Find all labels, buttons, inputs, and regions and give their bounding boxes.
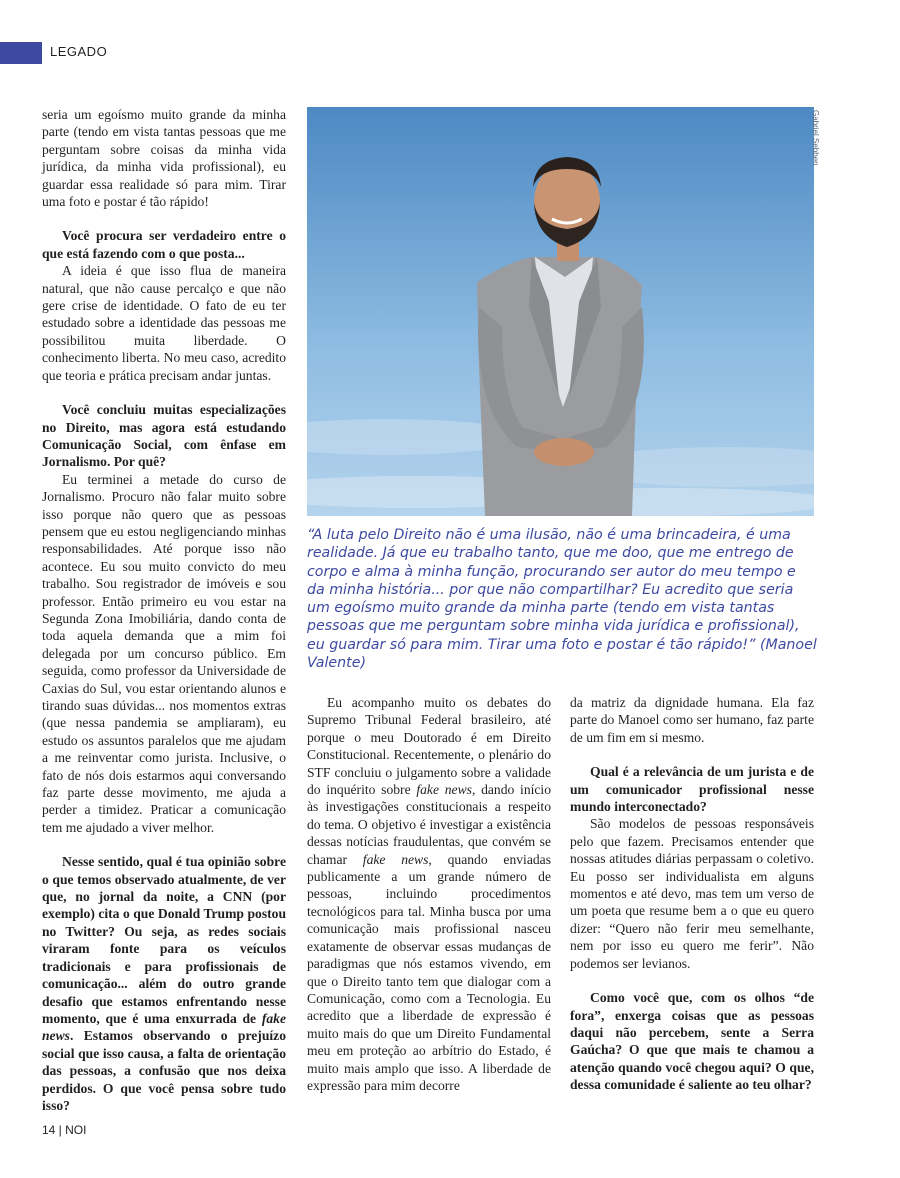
paragraph: Eu terminei a metade do curso de Jornalismo. Procuro não falar muito sobre isso porque não quero que as pessoas pensem que eu estou negligenciando minhas responsabilidades. Até porque isso não acontece. Eu sou muito convicto do meu trabalho. Sou registrador de imóveis e sou professor. Então primeiro eu vou estar na Segunda Zona Imobiliária, dando conta de toda aquela demanda que a mim foi delegada por um concurso público. Em seguida, como professor da Universidade de Caxias do Sul, vou estar orientando alunos e tirando suas dúvidas... nos momentos extras (que nessa pandemia se ampliaram), eu estudo os assuntos paralelos que me ajudam a me reinventar como jurista. Inclusive, o fato de nós dois estarmos aqui conversando faz parte desse movimento, me ajuda a perder a timidez. Praticar a comunicação tem me ajudado a viver melhor. <box>42 471 286 835</box>
interview-question: Qual é a relevância de um jurista e de um comunicador profissional nesse mundo interconectado? <box>570 764 814 815</box>
text-column-3 <box>570 694 814 1094</box>
paragraph: da matriz da dignidade humana. Ela faz parte do Manoel como ser humano, faz parte de um fim em si mesmo. <box>570 695 814 745</box>
interview-question: Nesse sentido, qual é tua opinião sobre o que temos observado atualmente, de ver que, no jornal da noite, a CNN (por exemplo) cita o que Donald Trump postou no Twitter? Ou seja, as redes sociais viraram fonte para os veículos tradicionais e para profissionais de comunicação... além do outro grande desafio que estamos enfrentando nesse momento, que é uma enxurrada de fake news. Estamos observando o prejuízo social que isso causa, a falta de orientação das pessoas, a confusão que nos deixa perdidos. O que você pensa sobre tudo isso? <box>42 854 286 1113</box>
interview-question: Você procura ser verdadeiro entre o que está fazendo com o que posta... <box>42 228 286 261</box>
portrait-photo <box>307 107 814 516</box>
photo-credit: Gabriel Sebben <box>811 110 820 166</box>
portrait-illustration <box>307 107 814 516</box>
text-column-2 <box>307 694 551 1094</box>
pull-quote: “A luta pelo Direito não é uma ilusão, não é uma brincadeira, é uma realidade. Já que eu trabalho tanto, que me doo, que me entrego de corpo e alma à minha função, procurando ser autor do meu tempo e da minha história... por que não compartilhar? Eu acredito que seria um egoísmo muito grande da minha parte (tendo em vista tantas pessoas que me perguntam sobre minha vida jurídica e profissional), eu guardar só para mim. Tirar uma foto e postar é tão rápido!” (Manoel Valente) <box>307 527 817 672</box>
page-footer: 14 | NOI <box>42 1123 87 1137</box>
paragraph: Eu acompanho muito os debates do Supremo Tribunal Federal brasileiro, até porque o meu Doutorado é em Direito Constitucional. Recentemente, o plenário do STF concluiu o julgamento sobre a validade do inquérito sobre fake news, dando início às investigações constitucionais a respeito do tema. O objetivo é investigar a existência dessas notícias fraudulentas, que convém se chamar fake news, quando enviadas publicamente a um grande número de pessoas, incluindo procedimentos tecnológicos para tal. Minha busca por uma comunicação mais profissional nasceu exatamente de observar essas mudanças de paradigmas que nós estamos vivendo, em que o Direito tanto tem que dialogar com a Comunicação, como com a Tecnologia. Eu acredito que a liberdade de expressão é muito mais do que um Direito Fundamental meu em proteção ao arbítrio do Estado, é muito mais amplo que isso. A liberdade de expressão para mim decorre <box>307 695 552 1093</box>
paragraph: São modelos de pessoas responsáveis pelo que fazem. Precisamos entender que nossas atitudes diárias perpassam o coletivo. Eu posso ser individualista em alguns momentos e até devo, mas tem um verso de um poeta que resume bem a o que eu quero dizer: “Quero não ferir meu semelhante, nem por isso eu quero me ferir”. Não podemos ser levianos. <box>570 816 814 971</box>
text-column-1 <box>42 106 286 1114</box>
paragraph: A ideia é que isso flua de maneira natural, que não cause percalço e que não gere crise de identidade. O fato de eu ter estudado sobre a identidade das pessoas me possibilitou muita liberdade. O conhecimento liberta. No meu caso, acredito que teoria e prática precisam andar juntas. <box>42 263 286 383</box>
section-label: LEGADO <box>50 44 108 59</box>
section-color-tab <box>0 42 42 64</box>
paragraph: seria um egoísmo muito grande da minha parte (tendo em vista tantas pessoas que me perguntam sobre coisas da minha vida jurídica, da minha vida profissional), eu guardar essa realidade só para mim. Tirar uma foto e postar é tão rápido! <box>42 107 286 210</box>
interview-question: Como você que, com os olhos “de fora”, enxerga coisas que as pessoas daqui não percebem, sente a Serra Gaúcha? O que que mais te chamou a atenção quando você chegou aqui? O que, dessa comunidade é saliente ao teu olhar? <box>570 990 814 1093</box>
interview-question: Você concluiu muitas especializações no Direito, mas agora está estudando Comunicação Social, com ênfase em Jornalismo. Por quê? <box>42 402 286 470</box>
